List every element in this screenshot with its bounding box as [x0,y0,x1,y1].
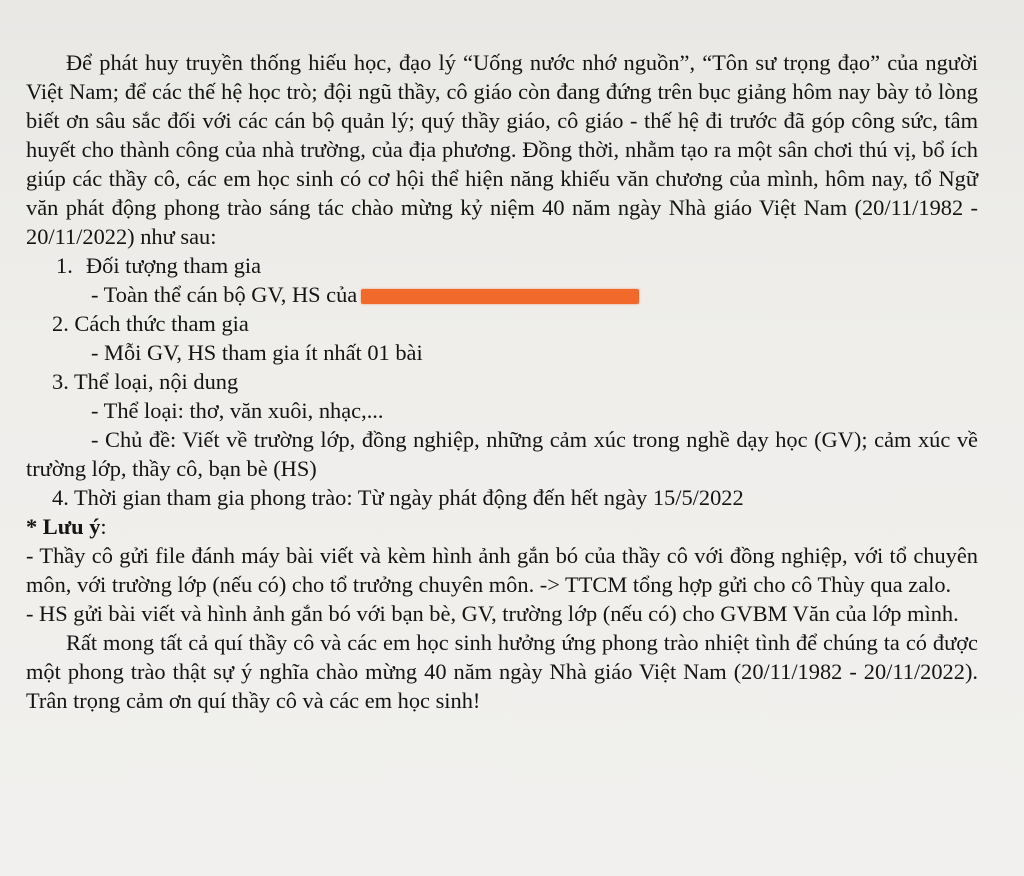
item-1-heading [26,251,978,280]
note-students: - HS gửi bài viết và hình ảnh gắn bó với bạn bè, GV, trường lớp (nếu có) cho GVBM Văn của lớp mình. [26,601,959,626]
item-3-detail-genre: - Thể loại: thơ, văn xuôi, nhạc,... [91,398,384,423]
note-heading [26,512,978,541]
note-colon: : [100,514,107,539]
document-body [26,48,978,715]
item-1-number: 1. [56,253,73,278]
item-4-timeframe: 4. Thời gian tham gia phong trào: Từ ngày phát động đến hết ngày 15/5/2022 [52,485,744,510]
item-3-detail-topic: - Chủ đề: Viết về trường lớp, đồng nghiệp, những cảm xúc trong nghề dạy học (GV); cảm xúc về trường lớp, thầy cô, bạn bè (HS) [26,427,978,481]
item-1-title: Đối tượng tham gia [86,253,262,278]
intro-paragraph: Để phát huy truyền thống hiếu học, đạo lý “Uống nước nhớ nguồn”, “Tôn sư trọng đạo” của người Việt Nam; để các thế hệ học trò; đội ngũ thầy, cô giáo còn đang đứng trên bục giảng hôm nay bày tỏ lòng biết ơn sâu sắc đối với các cán bộ quản lý; quý thầy giáo, cô giáo - thế hệ đi trước đã góp công sức, tâm huyết cho thành công của nhà trường, của địa phương. Đồng thời, nhằm tạo ra một sân chơi thú vị, bổ ích giúp các thầy cô, các em học sinh có cơ hội thể hiện năng khiếu văn chương của mình, hôm nay, tổ Ngữ văn phát động phong trào sáng tác chào mừng kỷ niệm 40 năm ngày Nhà giáo Việt Nam (20/11/1982 - 20/11/2022) như sau: [26,50,978,249]
closing-paragraph: Rất mong tất cả quí thầy cô và các em học sinh hưởng ứng phong trào nhiệt tình để chúng ta có được một phong trào thật sự ý nghĩa chào mừng 40 năm ngày Nhà giáo Việt Nam (20/11/1982 - 20/11/2022). Trân trọng cảm ơn quí thầy cô và các em học sinh! [26,630,978,713]
note-teachers: - Thầy cô gửi file đánh máy bài viết và kèm hình ảnh gắn bó của thầy cô với đồng nghiệp, với tổ chuyên môn, với trường lớp (nếu có) cho tổ trưởng chuyên môn. -> TTCM tổng hợp gửi cho cô Thùy qua zalo. [26,543,978,597]
item-1-detail [26,280,978,309]
item-3-heading: 3. Thể loại, nội dung [52,369,239,394]
redaction-bar [361,289,639,304]
note-label: * Lưu ý [26,514,101,539]
item-2-detail: - Mỗi GV, HS tham gia ít nhất 01 bài [91,340,423,365]
item-1-detail-text: - Toàn thể cán bộ GV, HS của [91,282,358,307]
item-2-heading: 2. Cách thức tham gia [52,311,249,336]
